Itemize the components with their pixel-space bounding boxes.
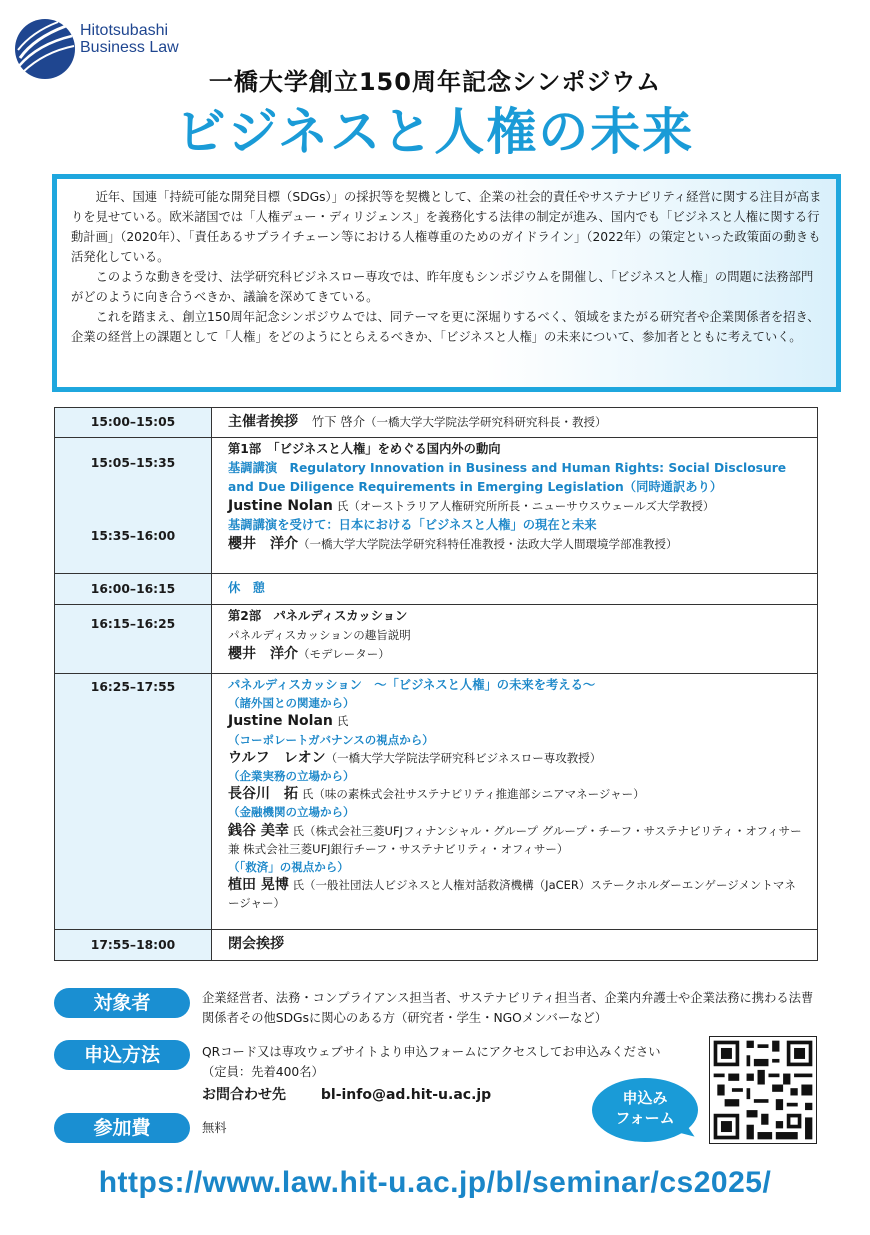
speaker-name: Justine Nolan: [228, 498, 333, 514]
page-title: ビジネスと人権の未来: [175, 103, 695, 161]
time-label: 15:35–16:00: [90, 529, 176, 543]
speaker-affiliation: （オーストラリア人権研究所所長・ニューサウスウェールズ大学教授）: [348, 499, 715, 513]
bubble-line1: 申込み: [622, 1089, 668, 1107]
time-label: 15:00–15:05: [90, 415, 176, 429]
target-audience-label: 対象者: [54, 988, 190, 1018]
speaker-suffix: 氏: [336, 499, 349, 513]
page-subtitle: 一橋大学創立150周年記念シンポジウム: [208, 68, 662, 96]
time-cell: [55, 605, 212, 674]
part1-title: 第1部 「ビジネスと人権」をめぐる国内外の動向: [228, 442, 501, 456]
panel-title: パネルディスカッション ～「ビジネスと人権」の未来を考える～: [228, 678, 596, 692]
speaker-affiliation: （一橋大学大学院法学研究科特任准教授・法政大学人間環境学部准教授）: [298, 537, 678, 551]
fee-text: 無料: [202, 1121, 227, 1135]
viewpoint-label: （金融機関の立場から）: [228, 805, 355, 820]
panelist-affiliation: （一橋大学大学院法学研究科ビジネスロー専攻教授）: [325, 750, 602, 765]
viewpoint-label: （諸外国との関連から）: [228, 696, 355, 711]
desc-cell: [212, 438, 818, 574]
desc-cell: [212, 605, 818, 674]
speaker-name: 櫻井 洋介: [228, 646, 298, 662]
contact-row: [202, 1085, 491, 1105]
time-cell: [55, 574, 212, 605]
symposium-url-link[interactable]: https://www.law.hit-u.ac.jp/bl/seminar/cs2025/: [98, 1166, 772, 1199]
panelist-suffix: 氏: [292, 823, 305, 838]
panelist-name: ウルフ レオン: [228, 749, 326, 766]
fee-label: 参加費: [54, 1113, 190, 1143]
logo-line1: Hitotsubashi: [80, 22, 169, 39]
program-table: [54, 407, 818, 961]
contact-email-link[interactable]: bl-info@ad.hit-u.ac.jp: [320, 1087, 492, 1103]
viewpoint-label: （企業実務の立場から）: [228, 769, 355, 784]
time-label: 16:00–16:15: [90, 581, 176, 596]
table-row: [55, 674, 818, 930]
speaker-name: 櫻井 洋介: [228, 536, 298, 552]
panelist-affiliation: （一般社団法人ビジネスと人権対話救済機構（JaCER）ステークホルダーエンゲージメントマネージャー）: [228, 878, 796, 911]
panelist-suffix: 氏: [301, 787, 314, 802]
time-cell: [55, 438, 212, 574]
qr-code-icon[interactable]: [709, 1036, 817, 1144]
panelist-suffix: 氏: [336, 714, 349, 729]
time-label: 15:05–15:35: [90, 456, 176, 470]
contact-label: お問合わせ先: [202, 1087, 286, 1103]
table-row: [55, 930, 818, 961]
table-row: [55, 438, 818, 574]
time-cell: [55, 408, 212, 438]
response-title: 基調講演を受けて：日本における「ビジネスと人権」の現在と未来: [228, 518, 597, 532]
table-row: [55, 408, 818, 438]
break-title: 休 憩: [228, 581, 265, 595]
apply-method-label: 申込方法: [54, 1040, 190, 1070]
table-row: [55, 574, 818, 605]
panelist-name: 長谷川 拓: [228, 786, 298, 803]
keynote-title: 基調講演 Regulatory Innovation in Business and Human Rights: Social Disclosure and Due Diligence Requirements in Emerging Legislation（同時通訳あり）: [228, 461, 787, 494]
closing-remarks-title: 閉会挨拶: [228, 936, 284, 952]
speaker-role: （モデレーター）: [298, 647, 390, 661]
time-cell: [55, 930, 212, 961]
time-label: 16:25–17:55: [90, 680, 176, 694]
desc-cell: [212, 674, 818, 930]
bubble-line2: フォーム: [615, 1109, 675, 1127]
intro-paragraph-3: これを踏まえ、創立150周年記念シンポジウムでは、同テーマを更に深堀りするべく、領域をまたがる研究者や企業関係者を招き、企業の経営上の課題として「人権」をどのようにとらえるべきか、「ビジネスと人権」の未来について、参加者とともに考えていく。: [71, 310, 820, 344]
viewpoint-label: （「救済」の視点から）: [228, 860, 349, 875]
time-label: 17:55–18:00: [90, 937, 176, 952]
desc-cell: [212, 574, 818, 605]
panelist-name: 銭谷 美幸: [228, 822, 289, 839]
viewpoint-label: （コーポレートガバナンスの視点から）: [228, 732, 434, 747]
panelist-name: 植田 晃博: [228, 877, 289, 894]
speaker-affiliation: （一橋大学大学院法学研究科研究科長・教授）: [365, 414, 607, 429]
logo-text: [80, 22, 179, 56]
apply-method-text: QRコード又は専攻ウェブサイトより申込フォームにアクセスしてお申込みください（定員：先着400名）: [202, 1045, 661, 1079]
intro-box: [52, 174, 841, 392]
panel-purpose: パネルディスカッションの趣旨説明: [228, 628, 411, 642]
intro-paragraph-1: 近年、国連「持続可能な開発目標（SDGs）」の採択等を契機として、企業の社会的責任やサステナビリティ経営に関する注目が高まりを見せている。欧米諸国では「人権デュー・ディリジェンス」を義務化する法律の制定が進み、国内でも「ビジネスと人権に関する行動計画」（2020年）、「責任あるサプライチェーン等における人権尊重のためのガイドライン」（2022年）の策定といった政策面の動きも活発化している。: [71, 190, 822, 264]
panelist-name: Justine Nolan: [228, 713, 333, 730]
time-label: 16:15–16:25: [90, 617, 176, 631]
table-row: [55, 605, 818, 674]
desc-cell: [212, 408, 818, 438]
time-cell: [55, 674, 212, 930]
intro-paragraph-2: このような動きを受け、法学研究科ビジネスロー専攻では、昨年度もシンポジウムを開催し、「ビジネスと人権」の問題に法務部門がどのように向き合うべきか、議論を深めてきている。: [71, 270, 814, 304]
opening-remarks-title: 主催者挨拶: [228, 413, 298, 430]
speaker-name: 竹下 啓介: [311, 414, 366, 429]
panelist-affiliation: （株式会社三菱UFJフィナンシャル・グループ グループ・チーフ・サステナビリティ・オフィサー 兼 株式会社三菱UFJ銀行チーフ・サステナビリティ・オフィサー）: [228, 823, 802, 856]
target-audience-text: 企業経営者、法務・コンプライアンス担当者、サステナビリティ担当者、企業内弁護士や企業法務に携わる法曹関係者その他SDGsに関心のある方（研究者・学生・NGOメンバーなど）: [202, 991, 814, 1025]
application-form-bubble[interactable]: [592, 1078, 698, 1142]
panelist-suffix: 氏: [292, 878, 305, 893]
desc-cell: [212, 930, 818, 961]
logo-line2: Business Law: [80, 39, 179, 56]
panelist-affiliation: （味の素株式会社サステナビリティ推進部シニアマネージャー）: [313, 787, 645, 802]
part2-title: 第2部 パネルディスカッション: [228, 609, 408, 623]
